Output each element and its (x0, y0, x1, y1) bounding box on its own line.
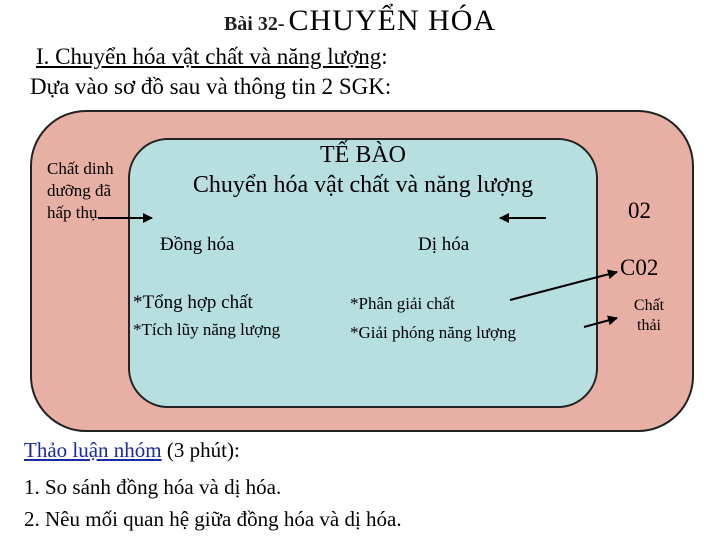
carbon-dioxide-label (620, 255, 658, 281)
lesson-number: Bài 32- (223, 13, 285, 35)
waste-label: Chất thải (633, 297, 665, 334)
discussion-heading (24, 438, 240, 463)
catabolism-label: Dị hóa (418, 234, 470, 255)
catabolism-item: *Giải phóng năng lượng (350, 323, 516, 342)
catabolism-item: *Phân giải chất (350, 294, 455, 313)
discussion-duration: (3 phút): (166, 438, 240, 462)
oxygen-label (628, 198, 651, 224)
section-heading-colon: : (381, 44, 388, 69)
section-heading (36, 44, 388, 70)
discussion-question: 1. So sánh đồng hóa và dị hóa. (24, 475, 282, 499)
carbon-dioxide-text: C02 (620, 255, 659, 280)
cell-title: TẾ BÀO (320, 142, 406, 168)
anabolism-item: *Tổng hợp chất (133, 292, 253, 313)
lesson-title: CHUYỂN HÓA (288, 4, 497, 37)
discussion-question: 2. Nêu mối quan hệ giữa đồng hóa và dị hóa. (24, 507, 402, 531)
anabolism-label: Đồng hóa (160, 234, 235, 255)
cell-subtitle: Chuyển hóa vật chất và năng lượng (192, 172, 534, 198)
discussion-label: Thảo luận nhóm (24, 438, 162, 462)
slide-title (0, 4, 720, 38)
nutrients-label: Chất dinh dưỡng đã hấp thụ (47, 159, 114, 222)
oxygen-text: 02 (628, 198, 651, 223)
anabolism-item: *Tích lũy năng lượng (133, 320, 281, 339)
section-heading-text: I. Chuyển hóa vật chất và năng lượng (36, 44, 382, 69)
intro-text: Dựa vào sơ đồ sau và thông tin 2 SGK: (30, 74, 392, 99)
